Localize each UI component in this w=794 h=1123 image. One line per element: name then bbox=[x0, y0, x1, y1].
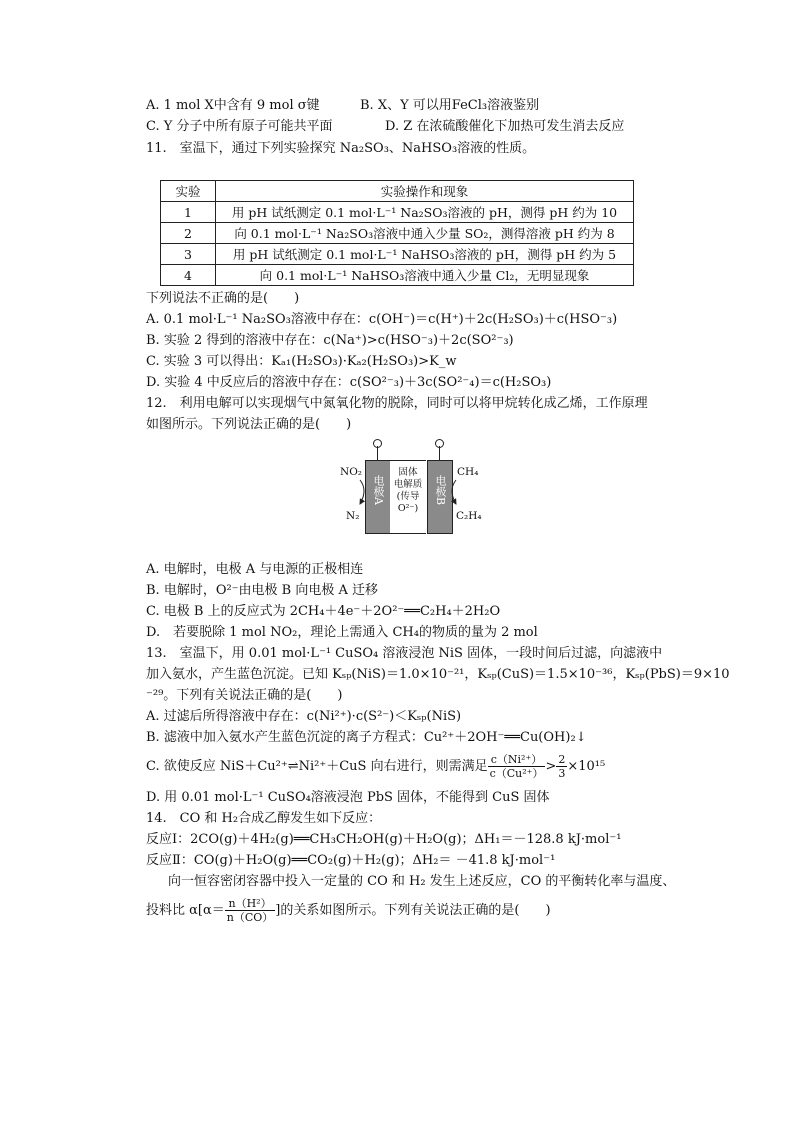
electrolysis-diagram bbox=[338, 438, 488, 538]
q12-option-b: B. 电解时，O²⁻由电极 B 向电极 A 迁移 bbox=[146, 583, 379, 598]
electrolyte-line: O²⁻) bbox=[397, 503, 419, 514]
electrode-a-label: 电极A bbox=[372, 475, 385, 505]
q10-option-c: C. Y 分子中所有原子可能共平面 bbox=[146, 119, 333, 134]
q13-option-b: B. 滤液中加入氨水产生蓝色沉淀的离子方程式：Cu²⁺＋2OH⁻══Cu(OH)₂↓ bbox=[146, 730, 587, 745]
table-cell: 2 bbox=[161, 223, 216, 244]
table-cell: 用 pH 试纸测定 0.1 mol·L⁻¹ Na₂SO₃溶液的 pH，测得 pH 约为 10 bbox=[216, 202, 634, 223]
q12-stem-line1: 12. 利用电解可以实现烟气中氮氧化物的脱除，同时可以将甲烷转化成乙烯，工作原理 bbox=[146, 396, 648, 411]
fraction-denominator: n（CO） bbox=[226, 911, 274, 924]
q14-reaction-2: 反应Ⅱ：CO(g)＋H₂O(g)══CO₂(g)＋H₂(g)；ΔH₂＝ －41.8 kJ·mol⁻¹ bbox=[146, 853, 556, 868]
two-thirds-fraction bbox=[556, 753, 567, 780]
q11-stem: 11. 室温下，通过下列实验探究 Na₂SO₃、NaHSO₃溶液的性质。 bbox=[146, 141, 536, 156]
q11-option-d: D. 实验 4 中反应后的溶液中存在：c(SO²⁻₃)＋3c(SO²⁻₄)＝c(H₂SO₃) bbox=[146, 375, 552, 390]
arrow-a-icon bbox=[360, 480, 364, 504]
n2-label: N₂ bbox=[346, 510, 360, 522]
electrolyte-line: 电解质 bbox=[393, 479, 423, 490]
q13-stem-line3: ⁻²⁹。下列有关说法正确的是( ) bbox=[146, 688, 343, 703]
no2-label: NO₂ bbox=[340, 466, 363, 478]
q14-line2-pre: 投料比 α[α＝ bbox=[146, 903, 225, 918]
q11-option-b: B. 实验 2 得到的溶液中存在：c(Na⁺)>c(HSO⁻₃)＋2c(SO²⁻₃) bbox=[146, 333, 514, 348]
q14-line1: 向一恒容密闭容器中投入一定量的 CO 和 H₂ 发生上述反应，CO 的平衡转化率与温度、 bbox=[168, 874, 676, 889]
q13-stem-line2: 加入氨水，产生蓝色沉淀。已知 Kₛₚ(NiS)＝1.0×10⁻²¹，Kₛₚ(CuS)＝1.5×10⁻³⁶，Kₛₚ(PbS)＝9×10 bbox=[146, 667, 730, 682]
electrolyte-line: (传导 bbox=[396, 491, 420, 502]
alpha-fraction bbox=[225, 897, 276, 924]
q11-experiment-table bbox=[160, 180, 634, 286]
q12-option-d: D. 若要脱除 1 mol NO₂，理论上需通入 CH₄的物质的量为 2 mol bbox=[146, 625, 538, 640]
table-header: 实验操作和现象 bbox=[216, 181, 634, 202]
q12-stem-line2: 如图所示。下列说法正确的是( ) bbox=[146, 417, 352, 432]
q12-option-c: C. 电极 B 上的反应式为 2CH₄＋4e⁻＋2O²⁻══C₂H₄＋2H₂O bbox=[146, 604, 501, 619]
q14-line2-post: ]的关系如图所示。下列有关说法正确的是( ) bbox=[275, 903, 551, 918]
q11-ask: 下列说法不正确的是( ) bbox=[146, 291, 300, 306]
gas-arrows bbox=[338, 438, 488, 538]
fraction-denominator: 3 bbox=[558, 767, 566, 780]
q13-option-c-text: C. 欲使反应 NiS＋Cu²⁺⇌Ni²⁺＋CuS 向右进行，则需满足 bbox=[146, 759, 488, 774]
table-cell: 向 0.1 mol·L⁻¹ Na₂SO₃溶液中通入少量 SO₂，测得溶液 pH 约为 8 bbox=[216, 223, 634, 244]
fraction-numerator: n（H²） bbox=[225, 897, 276, 911]
q11-option-a: A. 0.1 mol·L⁻¹ Na₂SO₃溶液中存在：c(OH⁻)＝c(H⁺)＋2c(H₂SO₃)＋c(HSO⁻₃) bbox=[146, 312, 618, 327]
q10-option-d: D. Z 在浓硫酸催化下加热可发生消去反应 bbox=[385, 119, 625, 134]
q13-option-c bbox=[146, 752, 605, 782]
greater-than: > bbox=[545, 759, 557, 774]
table-cell: 1 bbox=[161, 202, 216, 223]
q10-option-b: B. X、Y 可以用FeCl₃溶液鉴别 bbox=[360, 98, 540, 113]
table-row bbox=[161, 265, 634, 286]
q12-option-a: A. 电解时，电极 A 与电源的正极相连 bbox=[146, 562, 364, 577]
ch4-label: CH₄ bbox=[457, 466, 479, 478]
fraction-numerator: 2 bbox=[558, 753, 566, 766]
q10-option-a: A. 1 mol X中含有 9 mol σ键 bbox=[146, 98, 320, 113]
table-cell: 向 0.1 mol·L⁻¹ NaHSO₃溶液中通入少量 Cl₂，无明显现象 bbox=[216, 265, 634, 286]
table-row bbox=[161, 202, 634, 223]
c2h4-label: C₂H₄ bbox=[456, 510, 482, 522]
q13-stem-line1: 13. 室温下，用 0.01 mol·L⁻¹ CuSO₄ 溶液浸泡 NiS 固体，一段时间后过滤，向滤液中 bbox=[146, 646, 663, 661]
table-cell: 用 pH 试纸测定 0.1 mol·L⁻¹ NaHSO₃溶液的 pH，测得 pH 约为 5 bbox=[216, 244, 634, 265]
q13-option-a: A. 过滤后所得溶液中存在：c(Ni²⁺)·c(S²⁻)＜Kₛₚ(NiS) bbox=[146, 709, 462, 724]
fraction-numerator: c（Ni²⁺） bbox=[488, 753, 546, 767]
electrolyte-line: 固体 bbox=[398, 467, 418, 478]
ratio-fraction bbox=[488, 753, 546, 780]
table-row bbox=[161, 244, 634, 265]
table-header-row bbox=[161, 181, 634, 202]
table-cell: 4 bbox=[161, 265, 216, 286]
table-header: 实验 bbox=[161, 181, 216, 202]
q13-option-d: D. 用 0.01 mol·L⁻¹ CuSO₄溶液浸泡 PbS 固体，不能得到 CuS 固体 bbox=[146, 790, 550, 805]
power-of-ten: ×10¹⁵ bbox=[567, 759, 606, 774]
q14-reaction-1: 反应Ⅰ：2CO(g)＋4H₂(g)══CH₃CH₂OH(g)＋H₂O(g)；ΔH₁＝－128.8 kJ·mol⁻¹ bbox=[146, 832, 622, 847]
table-cell: 3 bbox=[161, 244, 216, 265]
table-row bbox=[161, 223, 634, 244]
q14-stem: 14. CO 和 H₂合成乙醇发生如下反应： bbox=[146, 811, 382, 826]
q11-option-c: C. 实验 3 可以得出：Kₐ₁(H₂SO₃)·Kₐ₂(H₂SO₃)>K_w bbox=[146, 354, 457, 369]
arrow-b-icon bbox=[452, 480, 456, 504]
electrode-b-label: 电极B bbox=[434, 475, 447, 506]
q14-line2 bbox=[146, 896, 551, 926]
fraction-denominator: c（Cu²⁺） bbox=[489, 767, 544, 780]
